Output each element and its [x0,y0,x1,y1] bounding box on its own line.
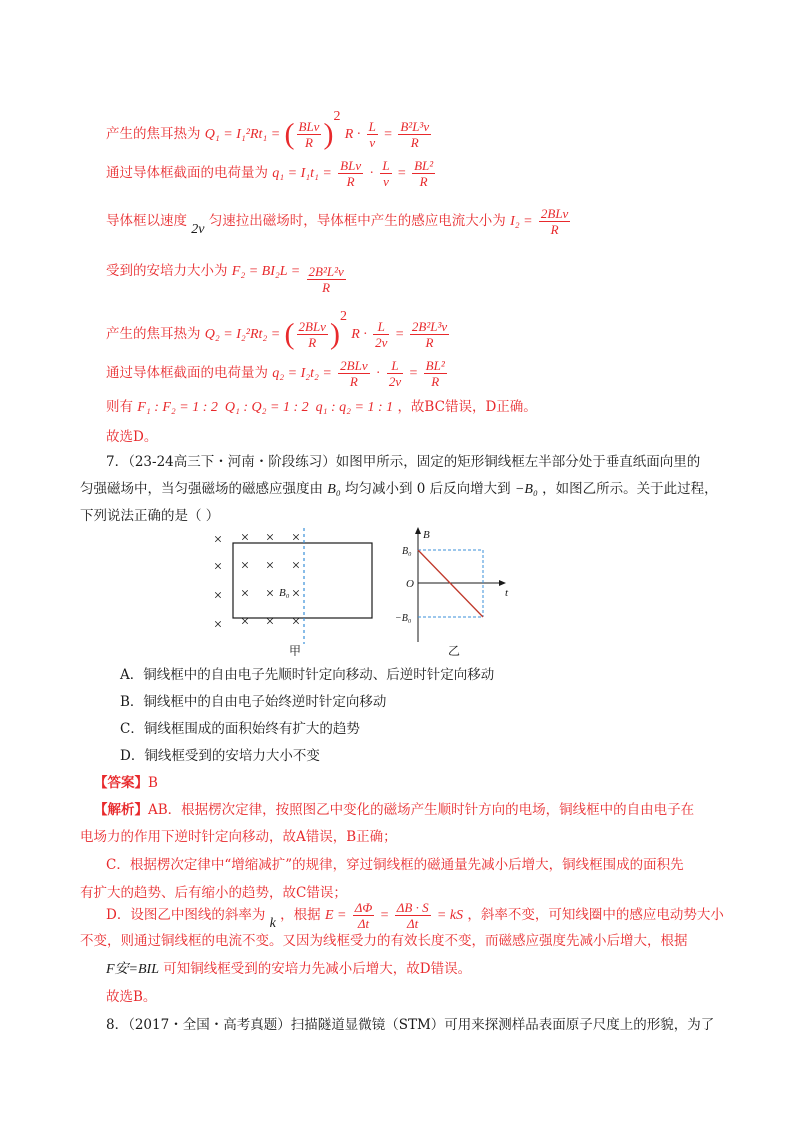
option-b: B．铜线框中的自由电子始终逆时针定向移动 [120,694,387,710]
analysis-line-1: 【解析】AB．根据楞次定律，按照图乙中变化的磁场产生顺时针方向的电场，铜线框中的自由电子在 [94,802,695,818]
analysis-line-2: 电场力的作用下逆时针定向移动，故A错误，B正确； [80,829,397,845]
fraction: $\frac{L}{v}$ [382,158,390,189]
figure-caption-jia: 甲 [289,644,302,656]
fraction: $\frac{L}{2v}$ [388,358,402,389]
neg-b0-label: −B₀ [395,613,412,624]
option-c: C．铜线框围成的面积始终有扩大的趋势 [120,721,360,737]
analysis-line-3: C．根据楞次定律中“增缩减扩”的规律，穿过铜线框的磁通量先减小后增大，铜线框围成的面积先 [106,857,684,873]
fraction: $\frac{\text{BLv}}{R}$ [298,119,320,150]
cross-mark: × [213,588,223,604]
fraction: $\frac{\text{BL²}}{R}$ [425,358,445,389]
x-axis-arrow [499,580,506,586]
cross-mark: × [265,530,275,546]
field-label: B₀ [279,587,290,599]
copper-frame [233,543,372,618]
fraction: $\frac{\text{BLv}}{R}$ [340,158,362,189]
cross-mark: × [291,586,301,602]
option-d: D．铜线框受到的安培力大小不变 [120,748,320,764]
cross-mark: × [291,614,301,630]
cross-mark: × [265,614,275,630]
figure-caption-yi: 乙 [448,644,461,656]
fraction: $\frac{\text{2BLv}}{R}$ [340,358,368,389]
fraction: $\frac{\text{2B²L²v}}{R}$ [308,264,344,295]
figure-yi [392,524,522,656]
y-axis-arrow [415,527,421,534]
fraction: $\frac{\text{B²L³v}}{R}$ [400,119,430,150]
cross-mark: × [265,558,275,574]
joule-heat-2-line: 产生的焦耳热为 Q₂ = I₂²Rt₂ = ( $\frac{\text{2BLv}}{R}$ )$^2$ R · $\frac{L}{2v}$ = $\frac{\text{2B²L³v}}{R}$ [106,309,448,351]
analysis-line-4: 有扩大的趋势、后有缩小的趋势，故C错误； [80,885,347,901]
cross-mark: × [291,558,301,574]
y-axis-label: B [423,529,430,541]
cross-mark: × [291,530,301,546]
charge-2-line: 通过导体框截面的电荷量为 q₂ = I₂t₂ = $\frac{\text{2BLv}}{R}$ · $\frac{L}{2v}$ = $\frac{\text{BL²}}{R}$ [106,358,445,389]
answer-line: 【答案】B [94,775,158,791]
fraction: $\frac{L}{v}$ [368,119,376,150]
ratio-line: 则有 F₁ : F₂ = 1 : 2 Q₁ : Q₂ = 1 : 2 q₁ : q₂ = 1 : 1 ，故BC错误，D正确。 [106,399,537,415]
option-a: A．铜线框中的自由电子先顺时针定向移动、后逆时针定向移动 [120,667,495,683]
x-axis-label: t [505,587,509,599]
q8-stem-line-1: 8．（2017・全国・高考真题）扫描隧道显微镜（STM）可用来探测样品表面原子尺度上的形貌，为了 [106,1017,715,1033]
cross-mark: × [213,559,223,575]
fraction: $\frac{\text{2BLv}}{R}$ [298,319,326,350]
cross-mark: × [240,558,250,574]
cross-mark: × [213,532,223,548]
cross-mark: × [265,586,275,602]
analysis-line-6: 不变，则通过铜线框的电流不变。又因为线框受力的有效长度不变，而磁感应强度先减小后增大，根据 [80,933,688,949]
q7-stem-line-3: 下列说法正确的是（ ） [80,508,220,524]
fraction: $\frac{\text{2B²L³v}}{R}$ [411,319,448,350]
charge-1-line: 通过导体框截面的电荷量为 q₁ = I₁t₁ = $\frac{\text{BLv}}{R}$ · $\frac{L}{v}$ = $\frac{\text{BL²}}{R}$ [106,158,434,189]
fraction: $\frac{\text{BL²}}{R}$ [414,158,434,189]
current-2-line: 导体框以速度 2v 匀速拉出磁场时，导体框中产生的感应电流大小为 I₂ = $\frac{\text{2BLv}}{R}$ [106,206,569,237]
q7-stem-line-1: 7．（23-24高三下・河南・阶段练习）如图甲所示，固定的矩形铜线框左半部分处于垂直纸面向里的 [106,454,701,470]
b0-label: B₀ [402,546,412,557]
fraction: $\frac{L}{2v}$ [375,319,388,350]
cross-mark: × [240,530,250,546]
ampere-force-2-line: 受到的安培力大小为 F₂ = BI₂L = $\frac{\text{2B²L²v}}{R}$ [106,263,344,295]
cross-mark: × [240,614,250,630]
joule-heat-1-line: 产生的焦耳热为 Q₁ = I₁²Rt₁ = ( $\frac{\text{BLv}}{R}$ )$^2$ R · $\frac{L}{v}$ = $\frac{\text{B²L³v}}{R}$ [106,109,430,151]
conclusion-q7: 故选B。 [106,989,157,1005]
fraction: $\frac{\Delta\Phi}{\Delta t}$ [354,900,373,931]
origin-label: O [406,578,414,590]
fraction: $\frac{\text{2BLv}}{R}$ [540,206,569,237]
cross-mark: × [213,617,223,633]
cross-mark: × [240,586,250,602]
conclusion-prev: 故选D。 [106,429,158,445]
fraction: $\frac{\Delta B \cdot S}{\Delta t}$ [396,900,429,931]
figure-jia [205,524,385,656]
analysis-line-7: F安=BIL 可知铜线框受到的安培力先减小后增大，故D错误。 [106,961,472,977]
analysis-line-5: D．设图乙中图线的斜率为 k ，根据 E = $\frac{\Delta\Phi}{\Delta t}$ = $\frac{\Delta B \cdot S}{\Delta t}$ = kS ，斜率不变，可知线圈中的感应电动势大小 [106,900,724,931]
q7-stem-line-2: 匀强磁场中，当匀强磁场的磁感应强度由 B₀ 均匀减小到 0 后反向增大到 −B₀ ，如图乙所示。关于此过程， [80,481,718,497]
